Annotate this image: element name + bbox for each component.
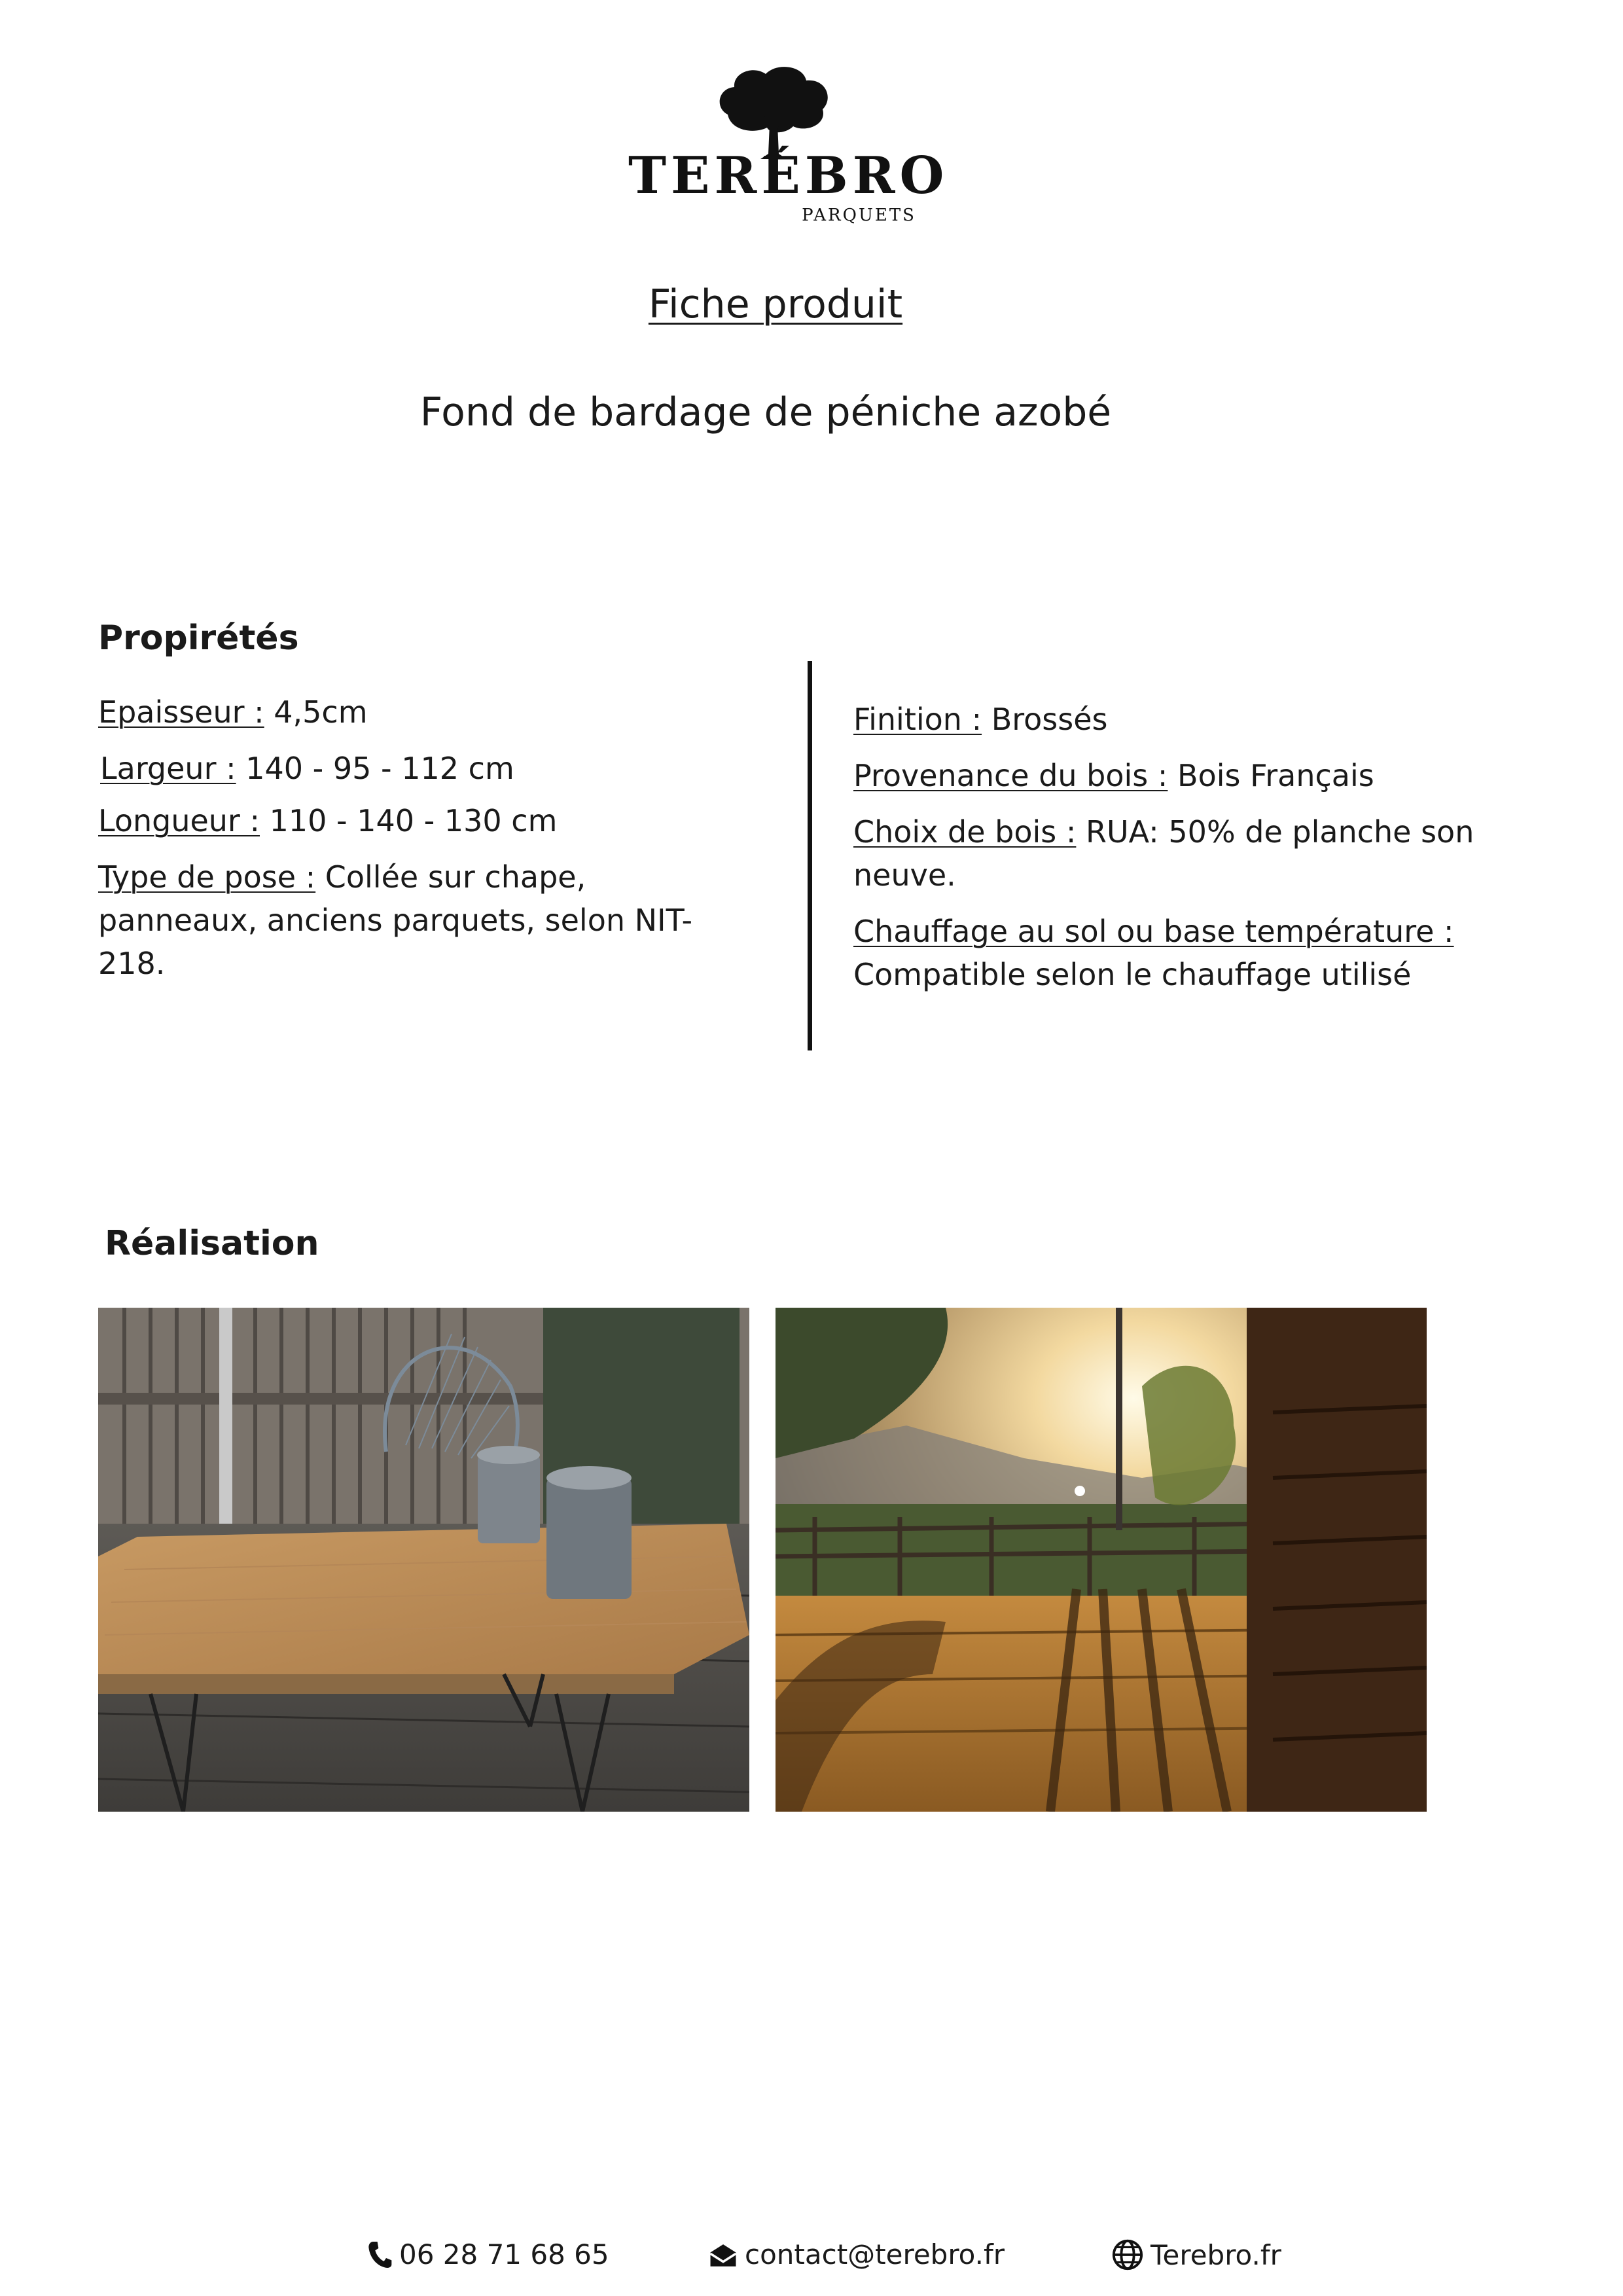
- envelope-icon: [708, 2242, 738, 2268]
- property-installation: [98, 855, 753, 985]
- property-value: Bois Français: [1177, 758, 1374, 793]
- photo-table: [98, 1308, 749, 1812]
- property-floor-heating: [853, 910, 1508, 996]
- email-address: contact@terebro.fr: [745, 2238, 1005, 2270]
- property-label: Type de pose :: [98, 859, 316, 895]
- property-wood-grade: [853, 810, 1508, 897]
- property-value: RUA: 50% de planche son neuve.: [853, 814, 1474, 893]
- property-label: Largeur :: [100, 751, 236, 786]
- property-value: 140 - 95 - 112 cm: [245, 751, 514, 786]
- property-value: Brossés: [991, 702, 1108, 737]
- logo-subtitle: PARQUETS: [802, 206, 916, 225]
- footer-website[interactable]: [1111, 2238, 1281, 2271]
- property-label: Choix de bois :: [853, 814, 1077, 850]
- property-length: [98, 799, 753, 842]
- document-title: Fiche produit: [648, 281, 903, 327]
- product-name: Fond de bardage de péniche azobé: [419, 389, 1112, 435]
- property-label: Finition :: [853, 702, 982, 737]
- property-label: Epaisseur :: [98, 694, 264, 730]
- property-value: Compatible selon le chauffage utilisé: [853, 957, 1412, 992]
- realisation-heading: Réalisation: [105, 1224, 319, 1263]
- globe-icon: [1111, 2238, 1144, 2271]
- property-finish: [853, 698, 1508, 741]
- property-label: Longueur :: [98, 803, 260, 838]
- property-label: Chauffage au sol ou base température :: [853, 914, 1454, 949]
- property-label: Provenance du bois :: [853, 758, 1168, 793]
- phone-icon: [366, 2239, 393, 2270]
- website-link: Terebro.fr: [1150, 2238, 1281, 2271]
- phone-number: 06 28 71 68 65: [399, 2238, 609, 2270]
- properties-right-column: [853, 698, 1508, 996]
- properties-heading: Propirétés: [98, 619, 299, 658]
- property-value: 4,5cm: [274, 694, 368, 730]
- properties-left-column: [98, 691, 753, 985]
- property-value: Collée sur chape, panneaux, anciens parquets, selon NIT-218.: [98, 859, 693, 981]
- column-divider: [808, 661, 812, 1050]
- property-origin: [853, 754, 1508, 797]
- property-width: [98, 747, 753, 790]
- logo-wordmark: TERÉBRO: [628, 146, 949, 206]
- photo-sunset-terrace: [776, 1308, 1427, 1812]
- footer-phone[interactable]: [366, 2238, 609, 2270]
- property-value: 110 - 140 - 130 cm: [269, 803, 558, 838]
- footer-email[interactable]: [708, 2238, 1005, 2270]
- property-thickness: [98, 691, 753, 734]
